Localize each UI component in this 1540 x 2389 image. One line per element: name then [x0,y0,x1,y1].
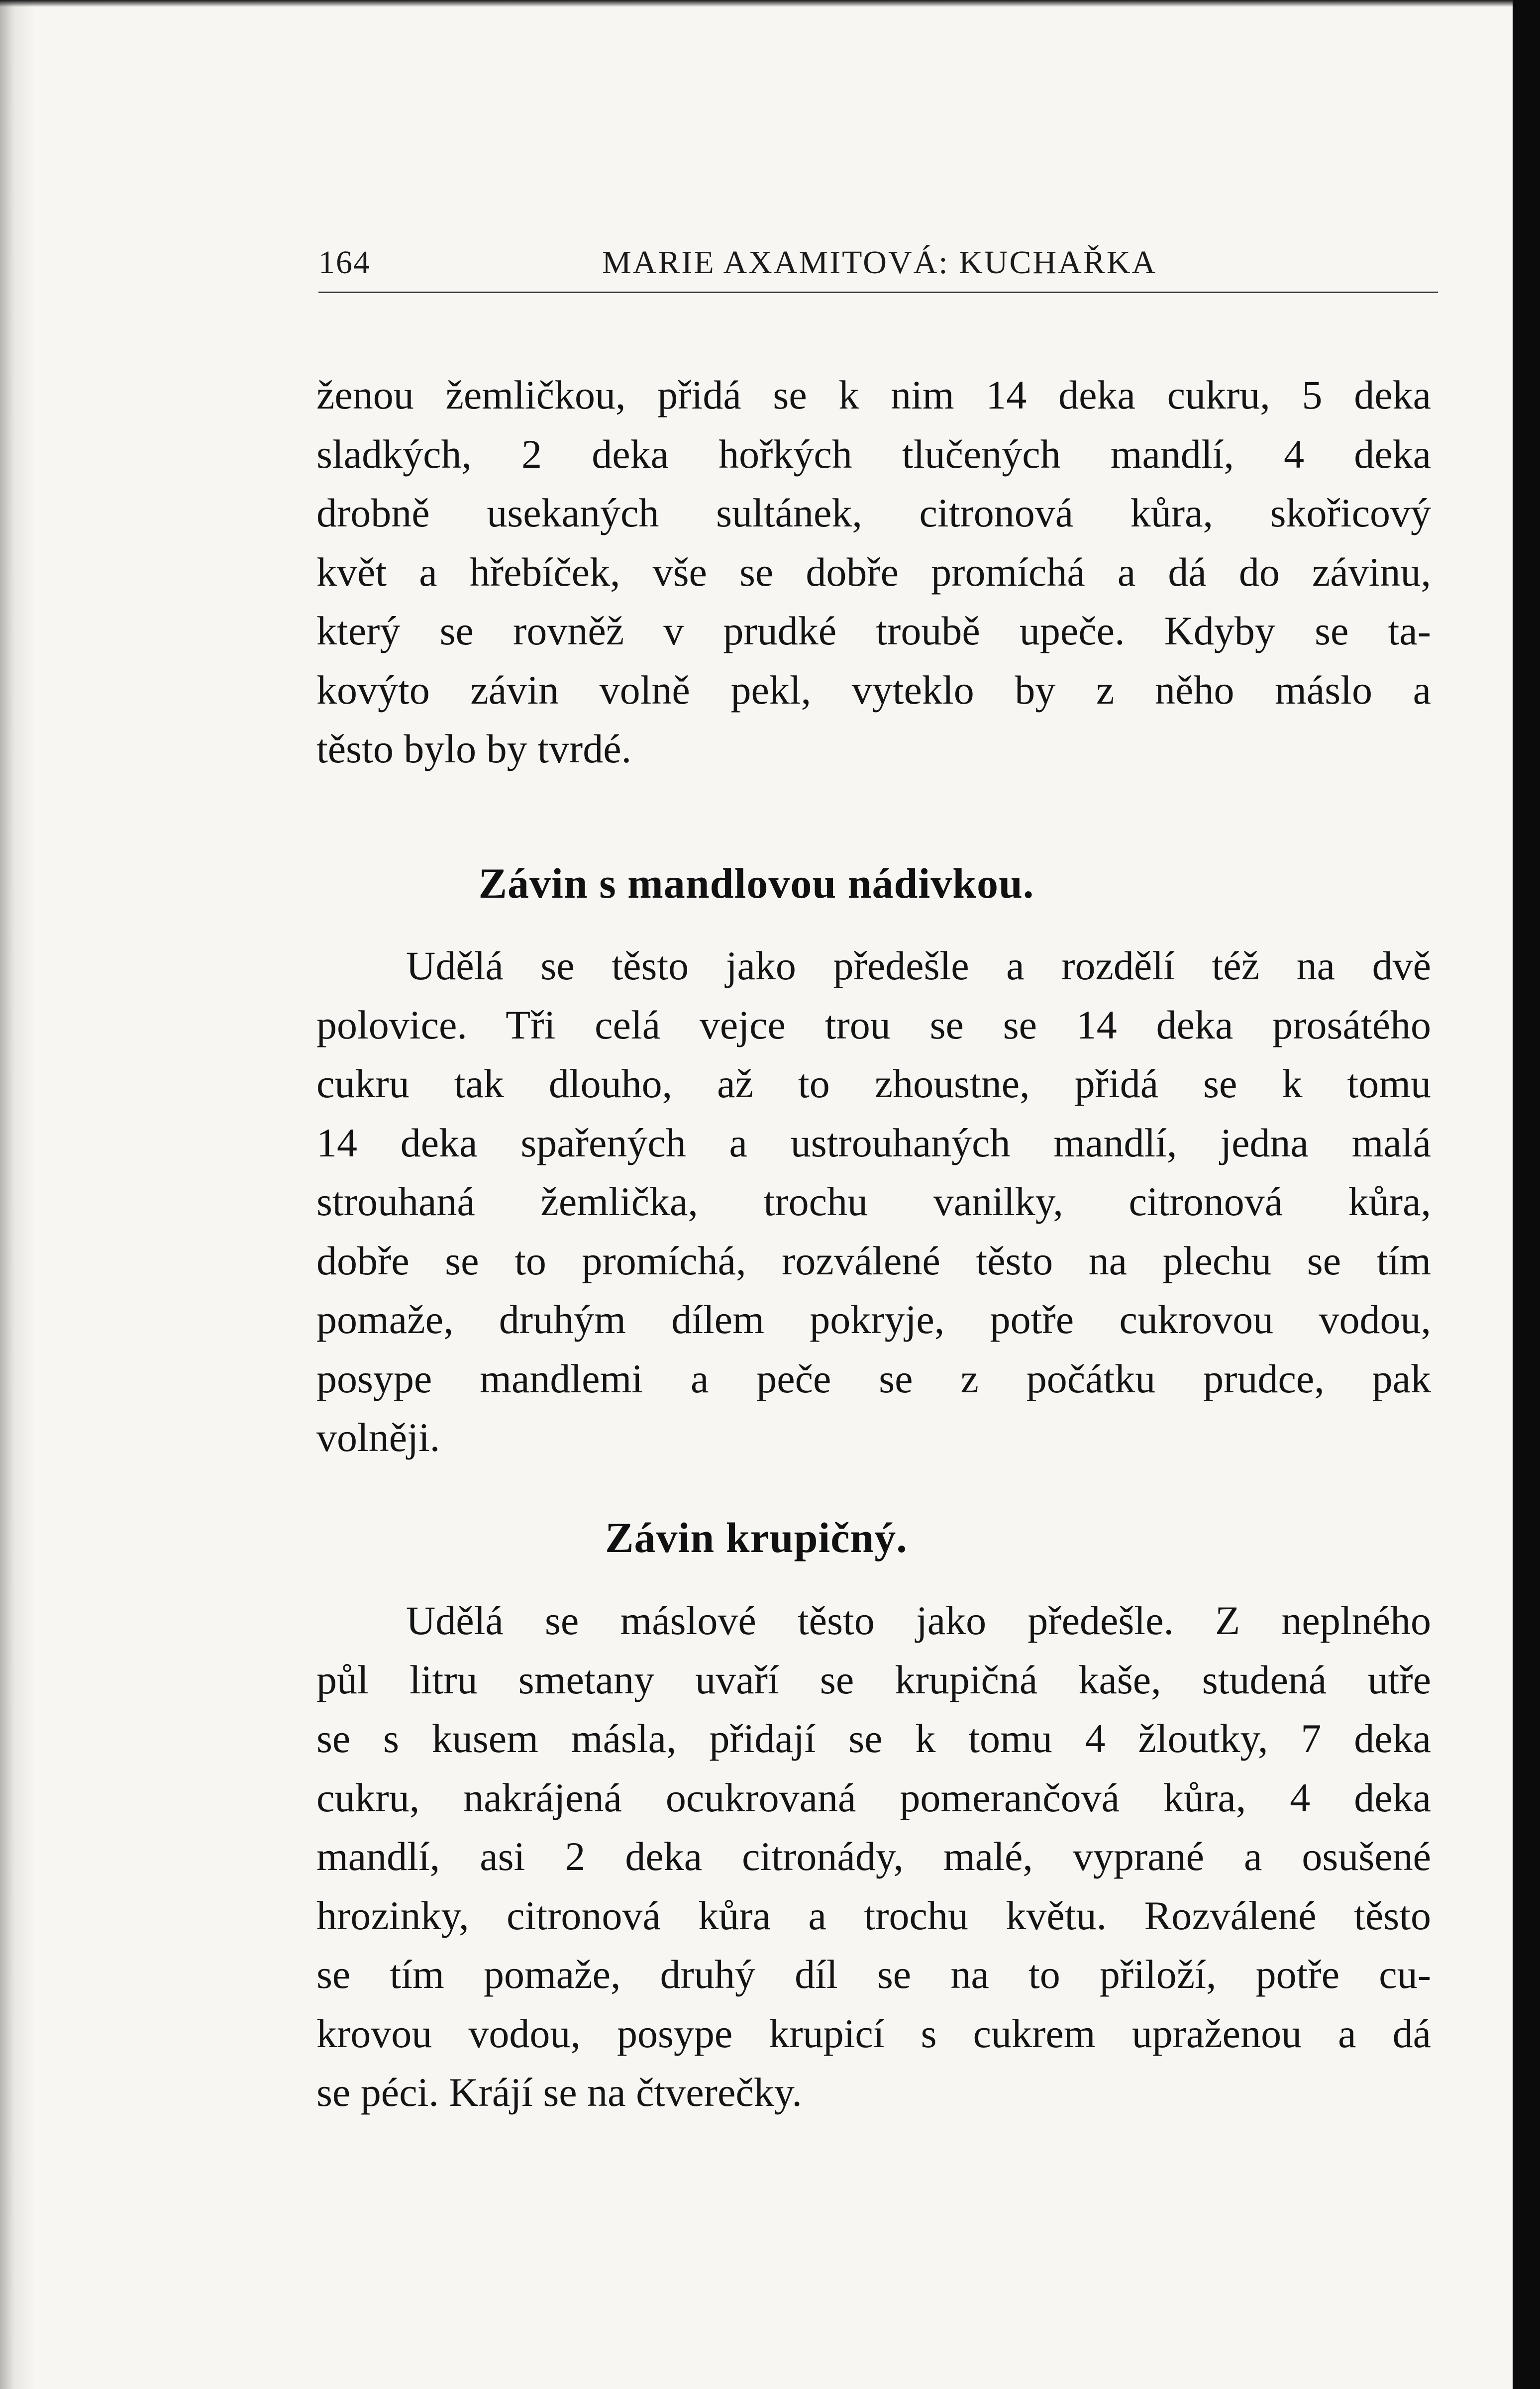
text-line: se péci. Krájí se na čtverečky. [316,2070,802,2115]
page-number: 164 [318,244,371,281]
section-heading-mandlova: Závin s mandlovou nádivkou. [478,859,1034,907]
gutter-shadow [0,0,35,2389]
continuation-paragraph [316,366,1431,779]
page-right-edge [1513,0,1540,2389]
text-line: se s kusem másla, přidají se k tomu 4 žloutky, 7 deka [316,1716,1431,1761]
text-line: volněji. [316,1415,440,1460]
running-head [318,244,1438,304]
text-line: těsto bylo by tvrdé. [316,726,632,771]
text-line: pomaže, druhým dílem pokryje, potře cukrovou vodou, [316,1297,1431,1342]
text-line: květ a hřebíček, vše se dobře promíchá a dá do závinu, [316,549,1431,595]
text-line: posype mandlemi a peče se z počátku prudce, pak [316,1355,1431,1401]
text-line: který se rovněž v prudké troubě upeče. Kdyby se ta- [316,608,1431,653]
text-line: mandlí, asi 2 deka citronády, malé, vyprané a osušené [316,1834,1431,1879]
section-paragraph-mandlova [316,936,1431,1467]
text-line: hrozinky, citronová kůra a trochu květu. Rozválené těsto [316,1892,1431,1938]
text-line: 14 deka spařených a ustrouhaných mandlí, jedna malá [316,1120,1431,1165]
text-line: se tím pomaže, druhý díl se na to přiloží, potře cu- [316,1952,1431,1997]
text-line: cukru, nakrájená ocukrovaná pomerančová kůra, 4 deka [316,1774,1431,1820]
header-rule [318,292,1438,293]
text-line: cukru tak dlouho, až to zhoustne, přidá se k tomu [316,1061,1431,1106]
text-line: ženou žemličkou, přidá se k nim 14 deka cukru, 5 deka [316,372,1431,417]
text-line: Udělá se máslové těsto jako předešle. Z neplného [406,1598,1431,1643]
section-paragraph-krupicny [316,1591,1431,2122]
text-line: sladkých, 2 deka hořkých tlučených mandlí, 4 deka [316,431,1431,477]
text-line: půl litru smetany uvaří se krupičná kaše, studená utře [316,1657,1431,1702]
text-line: strouhaná žemlička, trochu vanilky, citronová kůra, [316,1179,1431,1224]
book-title: MARIE AXAMITOVÁ: KUCHAŘKA [602,244,1157,281]
page-top-edge [0,0,1513,7]
section-heading-krupicny: Závin krupičný. [605,1514,908,1561]
text-line: krovou vodou, posype krupicí s cukrem upraženou a dá [316,2010,1431,2056]
text-line: polovice. Tři celá vejce trou se se 14 deka prosátého [316,1002,1431,1047]
text-line: dobře se to promíchá, rozválené těsto na plechu se tím [316,1238,1431,1283]
text-line: Udělá se těsto jako předešle a rozdělí též na dvě [406,943,1431,988]
text-line: kovýto závin volně pekl, vyteklo by z něho máslo a [316,667,1431,713]
text-line: drobně usekaných sultánek, citronová kůra, skořicový [316,490,1431,535]
